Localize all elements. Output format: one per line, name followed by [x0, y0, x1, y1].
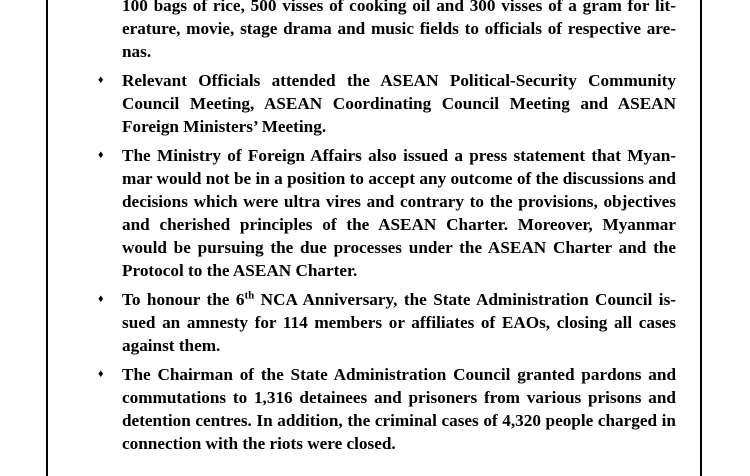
- paragraph-text: 100 bags of rice, 500 visses of cooking oil and 300 visses of a gram for literature, movie, stage drama and music fields to officials of respective arenas.: [122, 0, 676, 61]
- diamond-bullet-icon: ♦: [98, 368, 104, 380]
- diamond-bullet-icon: ♦: [98, 149, 104, 161]
- bullet-item-asean-meetings: [98, 69, 676, 138]
- paragraph-text-end: NCA Anniversary, the State Administration Council issued an amnesty for 114 members or affiliates of EAOs, closing all cases against them.: [122, 290, 676, 355]
- diamond-bullet-icon: ♦: [98, 293, 104, 305]
- paragraph-text: The Ministry of Foreign Affairs also issued a press statement that Myanmar would not be in a position to accept any outcome of the discussions and decisions which were ultra vires and contrary to the provisions, objectives and cherished principles of the ASEAN Charter. Moreover, Myanmar would be pursuing the due processes under the ASEAN Charter and the Protocol to the ASEAN Charter.: [122, 146, 676, 280]
- paragraph-continued: [98, 0, 676, 63]
- ordinal-superscript: th: [244, 289, 255, 302]
- bullet-item-pardons: [98, 363, 676, 455]
- bullet-item-nca-amnesty: [98, 288, 676, 357]
- document-body: [98, 0, 676, 461]
- paragraph-text-start: To honour the 6: [122, 290, 245, 309]
- paragraph-text: Relevant Officials attended the ASEAN Political-Security Community Council Meeting, ASEAN Coordinating Council Meeting and ASEAN Foreign Ministers’ Meeting.: [122, 71, 676, 136]
- paragraph-text: The Chairman of the State Administration Council granted pardons and commutations to 1,316 detainees and prisoners from various prisons and detention centres. In addition, the criminal cases of 4,320 people charged in connection with the riots were closed.: [122, 365, 676, 453]
- bullet-item-press-statement: [98, 144, 676, 282]
- diamond-bullet-icon: ♦: [98, 74, 104, 86]
